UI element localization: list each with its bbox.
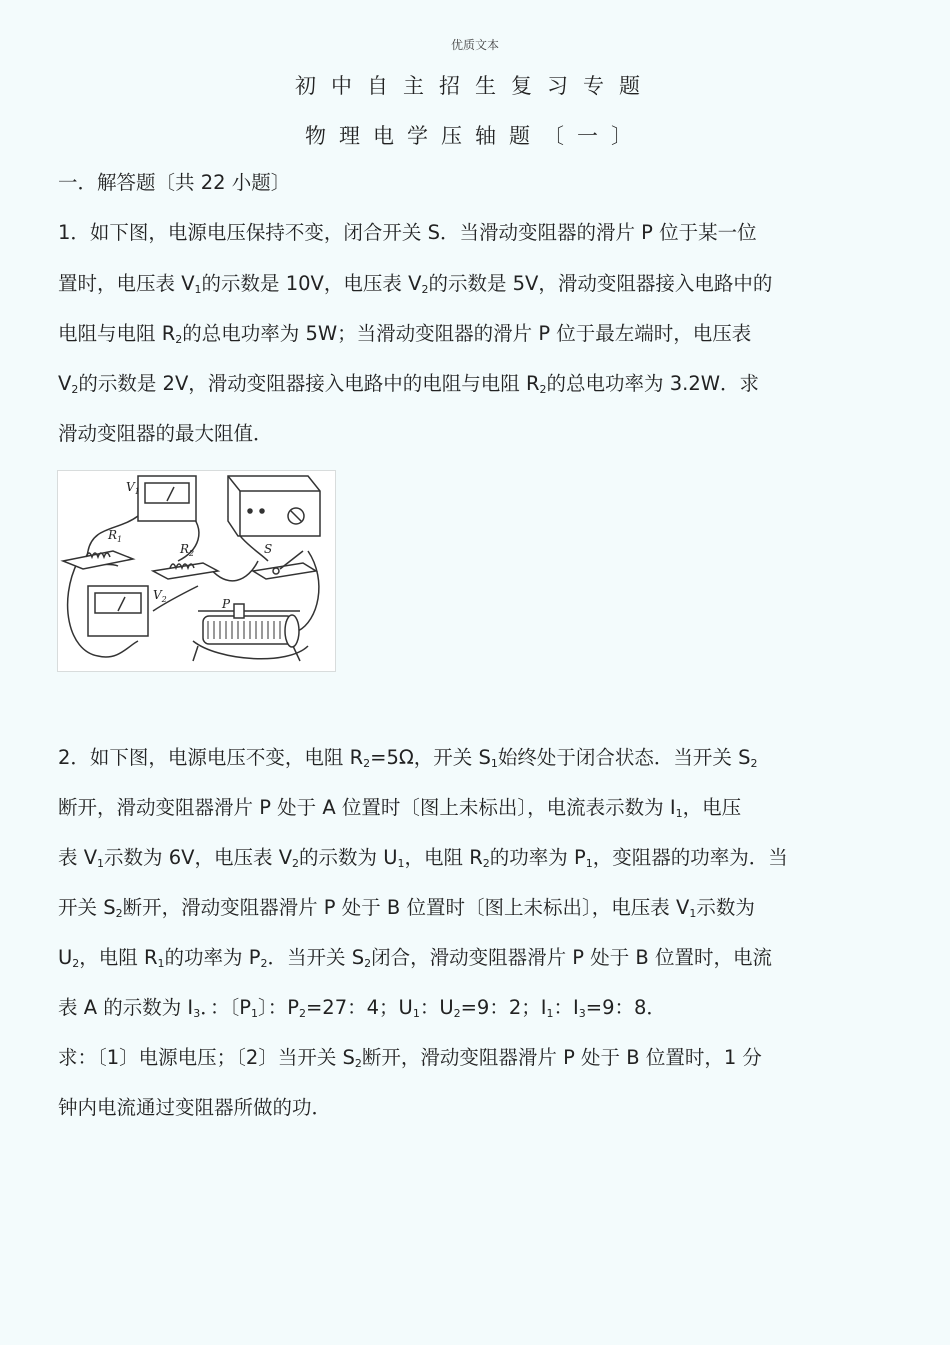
title-sub: 物理电学压轴题〔一〕 xyxy=(305,124,645,148)
q2-line-4: 开关 $S_2$断开，滑动变阻器滑片 P 处于 B 位置时〔图上未标出〕，电压表 $V_1$示数为 xyxy=(58,896,755,920)
label-s: S xyxy=(264,542,273,556)
section-heading: 一．解答题〔共 22 小题〕 xyxy=(58,171,291,194)
label-v1: $V_1$ xyxy=(126,480,140,496)
q2-line-3: 表 $V_1$示数为 6V，电压表 $V_2$的示数为 $U_1$，电阻 $R_2$的功率为 $P_1$，变阻器的功率为．当 xyxy=(58,846,788,870)
q2-line-1: 2．如下图，电源电压不变，电阻 $R_2=5\Omega$，开关 $S_1$始终处于闭合状态．当开关 $S_2$ xyxy=(58,746,758,770)
q1-line-4: $V_2$的示数是 2V，滑动变阻器接入电路中的电阻与电阻 $R_2$的总电功率为 3.2W．求 xyxy=(58,372,760,396)
label-v2: $V_2$ xyxy=(153,588,167,604)
q2-line-7: 求：〔1〕电源电压；〔2〕当开关 $S_2$断开，滑动变阻器滑片 P 处于 B 位置时，1 分 xyxy=(58,1046,762,1070)
q2-line-6: 表 A 的示数为 $I_3$．：〔$P_1$〕：$P_2=27$：4；$U_1$：$U_2=9$：2；$I_1$：$I_3=9$：8． xyxy=(58,996,666,1020)
circuit-figure xyxy=(57,470,336,672)
q2-line-2: 断开，滑动变阻器滑片 P 处于 A 位置时〔图上未标出〕，电流表示数为 $I_1$，电压 xyxy=(58,796,742,820)
q1-line-3: 电阻与电阻 $R_2$的总电功率为 5W；当滑动变阻器的滑片 P 位于最左端时，电压表 xyxy=(58,322,752,346)
label-r1: $R_1$ xyxy=(108,528,123,544)
circuit-drawing xyxy=(58,471,335,671)
title-main: 初中自主招生复习专题 xyxy=(295,74,655,98)
q2-line-5: $U_2$，电阻 $R_1$的功率为 $P_2$．当开关 $S_2$闭合，滑动变阻器滑片 P 处于 B 位置时，电流 xyxy=(58,946,773,970)
q1-line-2: 置时，电压表 $V_1$的示数是 10V，电压表 $V_2$的示数是 5V，滑动变阻器接入电路中的 xyxy=(58,272,773,296)
q2-line-8: 钟内电流通过变阻器所做的功． xyxy=(58,1096,332,1119)
label-r2: $R_2$ xyxy=(180,542,195,558)
label-p: P xyxy=(222,597,231,611)
q1-line-5: 滑动变阻器的最大阻值． xyxy=(58,422,273,445)
q1-line-1: 1．如下图，电源电压保持不变，闭合开关 S．当滑动变阻器的滑片 P 位于某一位 xyxy=(58,221,757,244)
page-header: 优质文本 xyxy=(450,38,499,52)
